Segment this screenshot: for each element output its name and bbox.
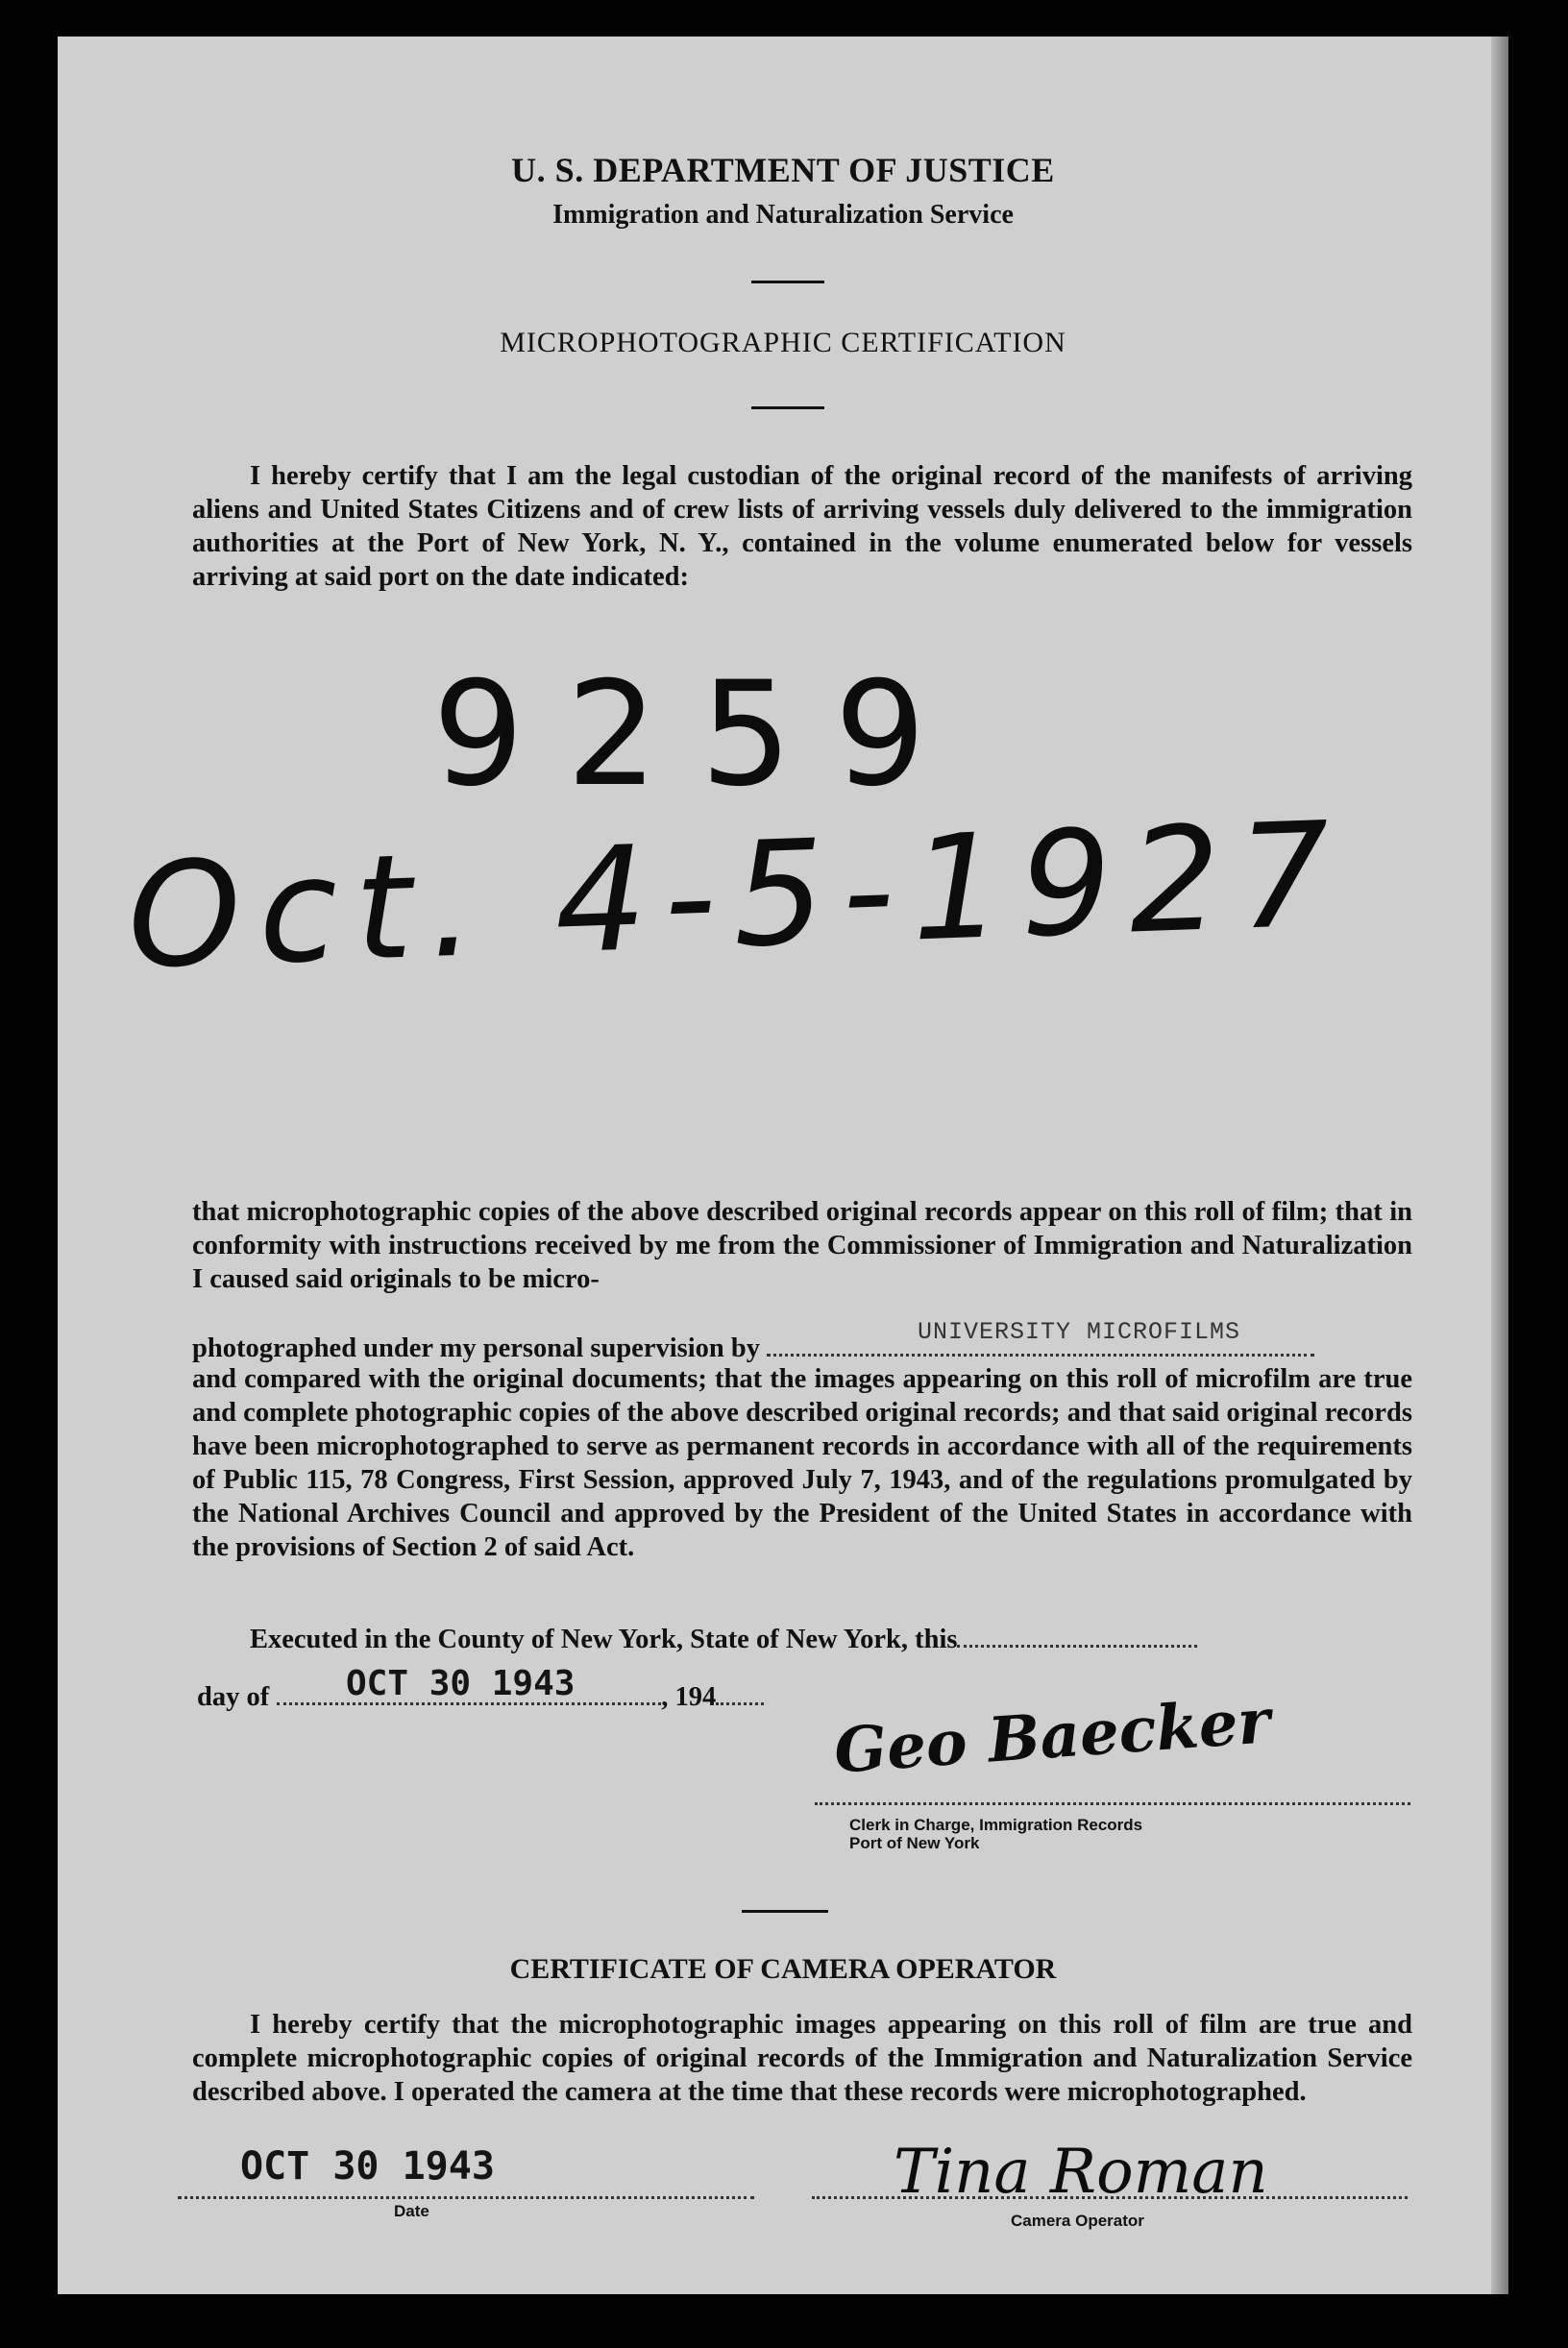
executed-day-field xyxy=(957,1620,1197,1648)
service-subtitle: Immigration and Naturalization Service xyxy=(552,200,1014,230)
volume-date-handwritten: Oct. 4-5-1927 xyxy=(125,791,1350,1001)
supervision-text: photographed under my personal supervision by xyxy=(192,1333,760,1363)
camera-certificate-text: I hereby certify that the microphotographic images appearing on this roll of film are true and complete microphotographic copies of original records of the Immigration and Naturalization Service described above. I operated the camera at the time that these records were microphotographed. xyxy=(192,2010,1412,2107)
supervisor-typed: UNIVERSITY MICROFILMS xyxy=(918,1318,1241,1346)
camera-certificate-title: CERTIFICATE OF CAMERA OPERATOR xyxy=(509,1953,1057,1985)
camera-date-label: Date xyxy=(394,2202,429,2220)
certificate-page xyxy=(58,37,1508,2294)
day-of-stamp: OCT 30 1943 xyxy=(346,1664,576,1703)
clerk-title-line1: Clerk in Charge, Immigration Records xyxy=(849,1816,1143,1834)
volume-number-handwritten: 9259 xyxy=(432,651,968,819)
divider xyxy=(742,1910,828,1913)
day-of-text: day of xyxy=(197,1682,270,1712)
certification-title: MICROPHOTOGRAPHIC CERTIFICATION xyxy=(500,327,1066,358)
certification-intro: I hereby certify that I am the legal custodian of the original record of the manifests of arriving aliens and United States Citizens and of crew lists of arriving vessels duly delivered to the immigration authorities at the Port of New York, N. Y., contained in the volume enumerated below for vessels arriving at said port on the date indicated: xyxy=(192,461,1412,592)
camera-date-stamp: OCT 30 1943 xyxy=(240,2144,495,2189)
clerk-title-line2: Port of New York xyxy=(849,1834,980,1852)
camera-date-line xyxy=(178,2196,754,2199)
department-title: U. S. DEPARTMENT OF JUSTICE xyxy=(511,151,1055,189)
executed-text: Executed in the County of New York, State of New York, this xyxy=(250,1625,958,1654)
operator-signature-line xyxy=(812,2196,1408,2199)
divider xyxy=(751,281,824,283)
certification-body-part2: and compared with the original documents; that the images appearing on this roll of microfilm are true and complete photographic copies of the above described original records; and that said original records have been microphotographed to serve as permanent records in accordance with all of the requirements of Public 115, 78 Congress, First Session, approved July 7, 1943, and of the regulations promulgated by the National Archives Council and approved by the President of the United States in accordance with the provisions of Section 2 of said Act. xyxy=(192,1364,1412,1562)
year-suffix: , 194 xyxy=(661,1682,717,1712)
divider xyxy=(751,406,824,409)
clerk-signature: Geo Baecker xyxy=(831,1685,1273,1788)
operator-signature: Tina Roman xyxy=(894,2137,1268,2208)
executed-line xyxy=(250,1620,1197,1656)
clerk-signature-line xyxy=(815,1802,1410,1805)
operator-label: Camera Operator xyxy=(1011,2212,1144,2230)
certification-body-part1: that microphotographic copies of the above described original records appear on this roll of film; that in conformity with instructions received by me from the Commissioner of Immigration and Naturalization I caused said originals to be micro- xyxy=(192,1197,1412,1294)
year-field xyxy=(716,1677,764,1705)
